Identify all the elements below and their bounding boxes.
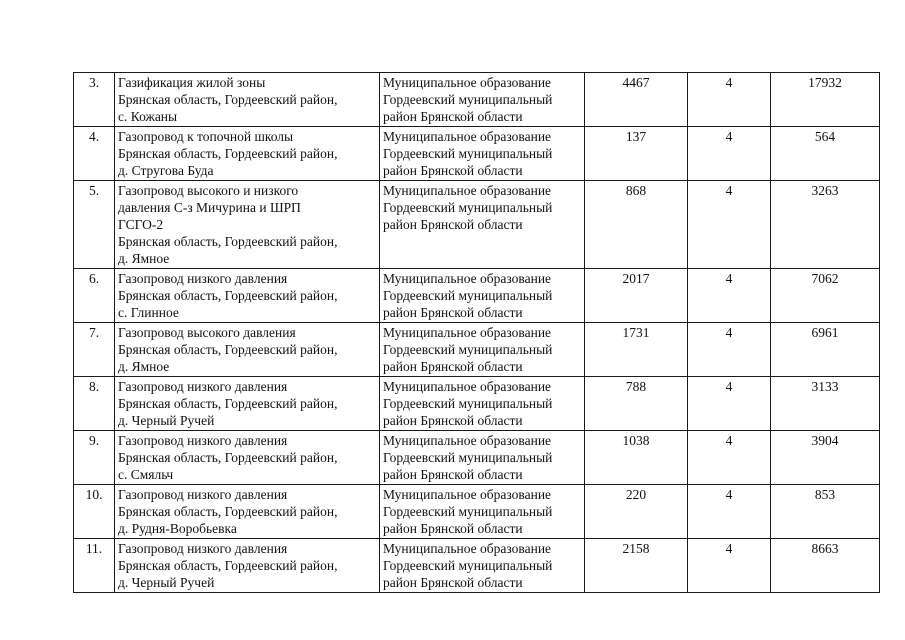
object-name-line: Брянская область, Гордеевский район, <box>118 342 338 357</box>
quantity-cell: 4 <box>688 485 771 539</box>
owner-line: Гордеевский муниципальный <box>383 92 553 107</box>
owner-cell <box>380 127 585 181</box>
object-name-line: Брянская область, Гордеевский район, <box>118 288 338 303</box>
row-number-cell: 4. <box>74 127 115 181</box>
cost-cell: 3904 <box>771 431 880 485</box>
object-name-line: ГСГО-2 <box>118 217 164 232</box>
cost-cell: 8663 <box>771 539 880 593</box>
length-cell: 220 <box>585 485 688 539</box>
object-name-line: Брянская область, Гордеевский район, <box>118 92 338 107</box>
object-name-cell <box>115 323 380 377</box>
cost-cell: 853 <box>771 485 880 539</box>
object-name-cell <box>115 377 380 431</box>
owner-cell <box>380 181 585 269</box>
object-name-line: Газопровод низкого давления <box>118 379 288 394</box>
owner-line: район Брянской области <box>383 217 523 232</box>
owner-cell <box>380 73 585 127</box>
length-cell: 137 <box>585 127 688 181</box>
object-name-line: д. Ямное <box>118 251 170 266</box>
row-number-cell: 9. <box>74 431 115 485</box>
object-name-line: д. Черный Ручей <box>118 575 215 590</box>
owner-cell <box>380 269 585 323</box>
owner-line: район Брянской области <box>383 163 523 178</box>
object-name-cell <box>115 269 380 323</box>
owner-cell <box>380 485 585 539</box>
cost-cell: 17932 <box>771 73 880 127</box>
object-name-line: д. Стругова Буда <box>118 163 214 178</box>
object-name-line: Газопровод к топочной школы <box>118 129 294 144</box>
owner-line: район Брянской области <box>383 305 523 320</box>
owner-line: район Брянской области <box>383 109 523 124</box>
owner-line: Гордеевский муниципальный <box>383 450 553 465</box>
length-cell: 4467 <box>585 73 688 127</box>
object-name-line: с. Кожаны <box>118 109 178 124</box>
owner-line: Гордеевский муниципальный <box>383 396 553 411</box>
row-number-cell: 8. <box>74 377 115 431</box>
owner-line: район Брянской области <box>383 467 523 482</box>
gas-pipeline-table <box>73 72 880 593</box>
owner-line: Гордеевский муниципальный <box>383 288 553 303</box>
object-name-cell <box>115 431 380 485</box>
object-name-line: Газопровод низкого давления <box>118 271 288 286</box>
owner-cell <box>380 377 585 431</box>
owner-line: Муниципальное образование <box>383 379 552 394</box>
owner-line: Муниципальное образование <box>383 433 552 448</box>
object-name-line: Брянская область, Гордеевский район, <box>118 558 338 573</box>
length-cell: 1731 <box>585 323 688 377</box>
table-row <box>74 269 880 323</box>
row-number-cell: 7. <box>74 323 115 377</box>
owner-line: район Брянской области <box>383 413 523 428</box>
object-name-cell <box>115 73 380 127</box>
object-name-line: Брянская область, Гордеевский район, <box>118 396 338 411</box>
table-row <box>74 485 880 539</box>
object-name-line: Брянская область, Гордеевский район, <box>118 450 338 465</box>
length-cell: 788 <box>585 377 688 431</box>
table-row <box>74 431 880 485</box>
table-row <box>74 539 880 593</box>
length-cell: 2158 <box>585 539 688 593</box>
object-name-line: Газификация жилой зоны <box>118 75 266 90</box>
row-number-cell: 3. <box>74 73 115 127</box>
owner-line: Гордеевский муниципальный <box>383 504 553 519</box>
object-name-line: д. Рудня-Воробьевка <box>118 521 237 536</box>
object-name-line: Газопровод низкого давления <box>118 487 288 502</box>
quantity-cell: 4 <box>688 431 771 485</box>
object-name-line: Газопровод низкого давления <box>118 541 288 556</box>
object-name-cell <box>115 485 380 539</box>
owner-line: Гордеевский муниципальный <box>383 146 553 161</box>
quantity-cell: 4 <box>688 377 771 431</box>
object-name-line: Брянская область, Гордеевский район, <box>118 504 338 519</box>
quantity-cell: 4 <box>688 73 771 127</box>
quantity-cell: 4 <box>688 269 771 323</box>
owner-line: Гордеевский муниципальный <box>383 200 553 215</box>
cost-cell: 564 <box>771 127 880 181</box>
object-name-line: Газопровод высокого давления <box>118 325 296 340</box>
object-name-line: д. Ямное <box>118 359 170 374</box>
owner-line: Муниципальное образование <box>383 325 552 340</box>
owner-line: Гордеевский муниципальный <box>383 342 553 357</box>
quantity-cell: 4 <box>688 539 771 593</box>
object-name-cell <box>115 181 380 269</box>
cost-cell: 3133 <box>771 377 880 431</box>
table-row <box>74 181 880 269</box>
owner-line: Муниципальное образование <box>383 271 552 286</box>
object-name-line: Брянская область, Гордеевский район, <box>118 146 338 161</box>
owner-line: Муниципальное образование <box>383 541 552 556</box>
object-name-cell <box>115 539 380 593</box>
row-number-cell: 5. <box>74 181 115 269</box>
owner-line: Муниципальное образование <box>383 129 552 144</box>
object-name-line: Газопровод низкого давления <box>118 433 288 448</box>
owner-cell <box>380 539 585 593</box>
cost-cell: 6961 <box>771 323 880 377</box>
table-row <box>74 323 880 377</box>
owner-line: Гордеевский муниципальный <box>383 558 553 573</box>
row-number-cell: 6. <box>74 269 115 323</box>
quantity-cell: 4 <box>688 181 771 269</box>
object-name-line: с. Глинное <box>118 305 179 320</box>
object-name-line: Газопровод высокого и низкого <box>118 183 299 198</box>
object-name-line: давления С-з Мичурина и ШРП <box>118 200 301 215</box>
length-cell: 2017 <box>585 269 688 323</box>
object-name-cell <box>115 127 380 181</box>
owner-line: Муниципальное образование <box>383 487 552 502</box>
table-row <box>74 73 880 127</box>
cost-cell: 3263 <box>771 181 880 269</box>
object-name-line: д. Черный Ручей <box>118 413 215 428</box>
object-name-line: с. Смяльч <box>118 467 174 482</box>
length-cell: 1038 <box>585 431 688 485</box>
length-cell: 868 <box>585 181 688 269</box>
owner-line: район Брянской области <box>383 575 523 590</box>
owner-line: Муниципальное образование <box>383 75 552 90</box>
owner-cell <box>380 323 585 377</box>
owner-line: район Брянской области <box>383 359 523 374</box>
quantity-cell: 4 <box>688 323 771 377</box>
owner-line: Муниципальное образование <box>383 183 552 198</box>
row-number-cell: 10. <box>74 485 115 539</box>
owner-cell <box>380 431 585 485</box>
table-row <box>74 127 880 181</box>
owner-line: район Брянской области <box>383 521 523 536</box>
object-name-line: Брянская область, Гордеевский район, <box>118 234 338 249</box>
cost-cell: 7062 <box>771 269 880 323</box>
table-row <box>74 377 880 431</box>
quantity-cell: 4 <box>688 127 771 181</box>
row-number-cell: 11. <box>74 539 115 593</box>
